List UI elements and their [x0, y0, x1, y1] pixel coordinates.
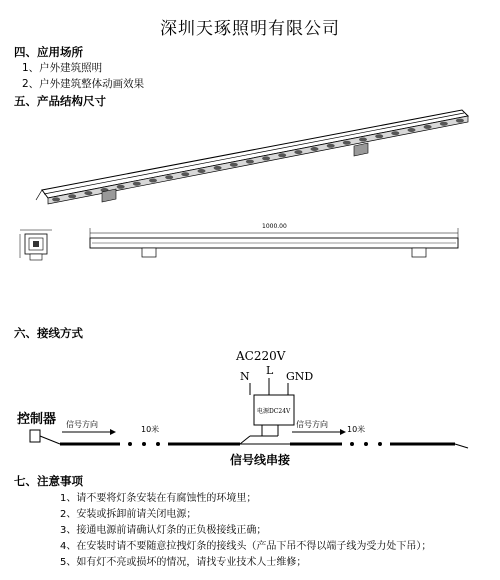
section5-heading: 五、产品结构尺寸 [14, 94, 106, 108]
note-5: 5、如有灯不亮或损坏的情况，请找专业技术人士维修； [60, 557, 307, 568]
controller-box [30, 430, 40, 442]
cascade-label: 信号线串接 [230, 453, 291, 467]
signal-arrow-left [110, 429, 116, 435]
distance-right: 10米 [347, 425, 366, 434]
section4-heading: 四、应用场所 [14, 45, 83, 59]
note-2: 2、安装或拆卸前请关闭电源； [60, 509, 197, 520]
gnd-label: GND [286, 370, 314, 383]
psu-label: 电源DC24V [257, 408, 291, 415]
ac-label: AC220V [236, 349, 286, 363]
section4-item-2: 2、户外建筑整体动画效果 [22, 78, 145, 90]
section7-heading: 七、注意事项 [14, 474, 83, 488]
note-1: 1、请不要将灯条安装在有腐蚀性的环境里； [60, 493, 257, 504]
n-label: N [240, 370, 250, 383]
distance-left: 10米 [141, 425, 160, 434]
signal-direction-left: 信号方向 [66, 420, 98, 429]
signal-arrow-right [340, 429, 346, 435]
note-4: 4、在安装时请不要随意拉拽灯条的接线头（产品下吊不得以端子线为受力处下吊）； [60, 541, 432, 552]
controller-label: 控制器 [17, 412, 57, 427]
note-3: 3、接通电源前请确认灯条的正负极接线正确； [60, 525, 267, 536]
l-label: L [266, 364, 274, 377]
company-title: 深圳天琢照明有限公司 [160, 19, 340, 39]
length-dimension: 1000.00 [262, 223, 287, 230]
section4-item-1: 1、户外建筑照明 [22, 62, 103, 74]
section6-heading: 六、接线方式 [14, 326, 83, 340]
signal-direction-right: 信号方向 [296, 420, 328, 429]
